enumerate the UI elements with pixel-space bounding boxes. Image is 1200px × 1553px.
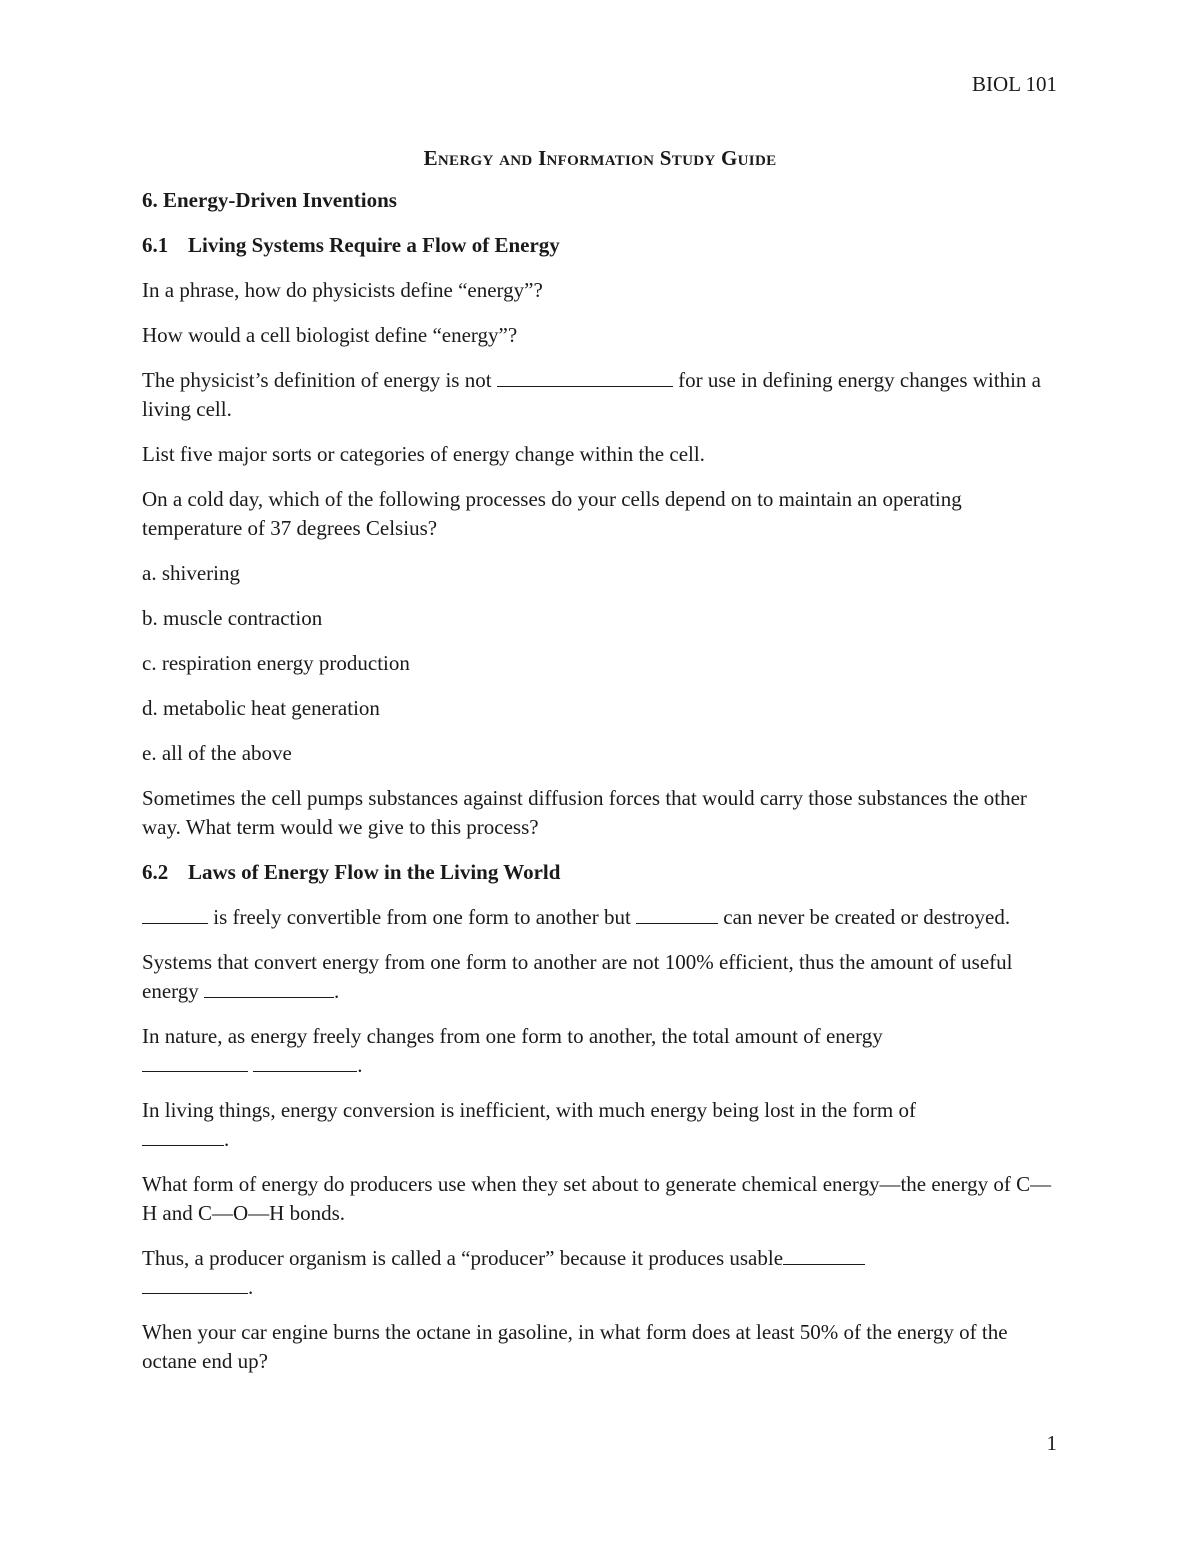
period: . — [357, 1053, 363, 1077]
question-energy-lost — [142, 1096, 1062, 1154]
option-a: a. shivering — [142, 561, 240, 585]
question-text: is freely convertible from one form to another but — [213, 905, 631, 929]
option-c: c. respiration energy production — [142, 651, 410, 675]
question-text: The physicist’s definition of energy is not — [142, 368, 492, 392]
question-physicist-definition — [142, 366, 1062, 424]
document-title: Energy and Information Study Guide — [423, 146, 777, 170]
page-number: 1 — [1046, 1431, 1057, 1455]
section-title: Laws of Energy Flow in the Living World — [188, 860, 561, 884]
option-e: e. all of the above — [142, 741, 292, 765]
answer-blank[interactable] — [253, 1051, 357, 1072]
answer-blank[interactable] — [204, 977, 334, 998]
section-title: Living Systems Require a Flow of Energy — [188, 233, 560, 257]
section-number: 6.2 — [142, 860, 169, 884]
question-active-transport: Sometimes the cell pumps substances against diffusion forces that would carry those substances the other way. What term would we give to this process? — [142, 786, 1027, 839]
answer-blank[interactable] — [142, 1273, 248, 1294]
chapter-heading: 6. Energy-Driven Inventions — [142, 188, 397, 212]
period: . — [248, 1275, 254, 1299]
question-energy-convertible — [142, 903, 1062, 932]
question-text: Thus, a producer organism is called a “producer” because it produces usable — [142, 1246, 784, 1270]
question-car-engine: When your car engine burns the octane in gasoline, in what form does at least 50% of the energy of the octane end up? — [142, 1320, 1008, 1373]
option-b: b. muscle contraction — [142, 606, 323, 630]
question-producers-energy: What form of energy do producers use when they set about to generate chemical energy—the energy of C—H and C—O—H bonds. — [142, 1172, 1052, 1225]
question-total-energy — [142, 1022, 1062, 1080]
section-heading-6-1 — [142, 231, 1062, 260]
course-code-header: BIOL 101 — [972, 72, 1057, 96]
question-text: for use in defining energy changes within a living cell. — [142, 368, 1042, 421]
answer-blank[interactable] — [142, 1125, 224, 1146]
section-heading-6-2 — [142, 858, 1062, 887]
answer-blank[interactable] — [497, 366, 673, 387]
question-cell-biologist-energy: How would a cell biologist define “energy”? — [142, 323, 518, 347]
question-efficiency — [142, 948, 1062, 1006]
section-number: 6.1 — [142, 233, 169, 257]
question-five-categories: List five major sorts or categories of energy change within the cell. — [142, 442, 705, 466]
question-text: In living things, energy conversion is inefficient, with much energy being lost in the form of — [142, 1098, 916, 1122]
document-body — [142, 186, 1062, 1392]
answer-blank[interactable] — [636, 903, 718, 924]
question-text: can never be created or destroyed. — [723, 905, 1011, 929]
option-d: d. metabolic heat generation — [142, 696, 380, 720]
question-cold-day: On a cold day, which of the following processes do your cells depend on to maintain an operating temperature of 37 degrees Celsius? — [142, 487, 962, 540]
answer-blank[interactable] — [783, 1244, 865, 1265]
question-text: In nature, as energy freely changes from one form to another, the total amount of energy — [142, 1024, 883, 1048]
question-producer-organism — [142, 1244, 1062, 1302]
period: . — [334, 979, 340, 1003]
answer-blank[interactable] — [142, 1051, 248, 1072]
question-text: Systems that convert energy from one form to another are not 100% efficient, thus the amount of useful energy — [142, 950, 1013, 1003]
period: . — [224, 1127, 230, 1151]
question-physicist-energy: In a phrase, how do physicists define “energy”? — [142, 278, 543, 302]
answer-blank[interactable] — [142, 903, 208, 924]
